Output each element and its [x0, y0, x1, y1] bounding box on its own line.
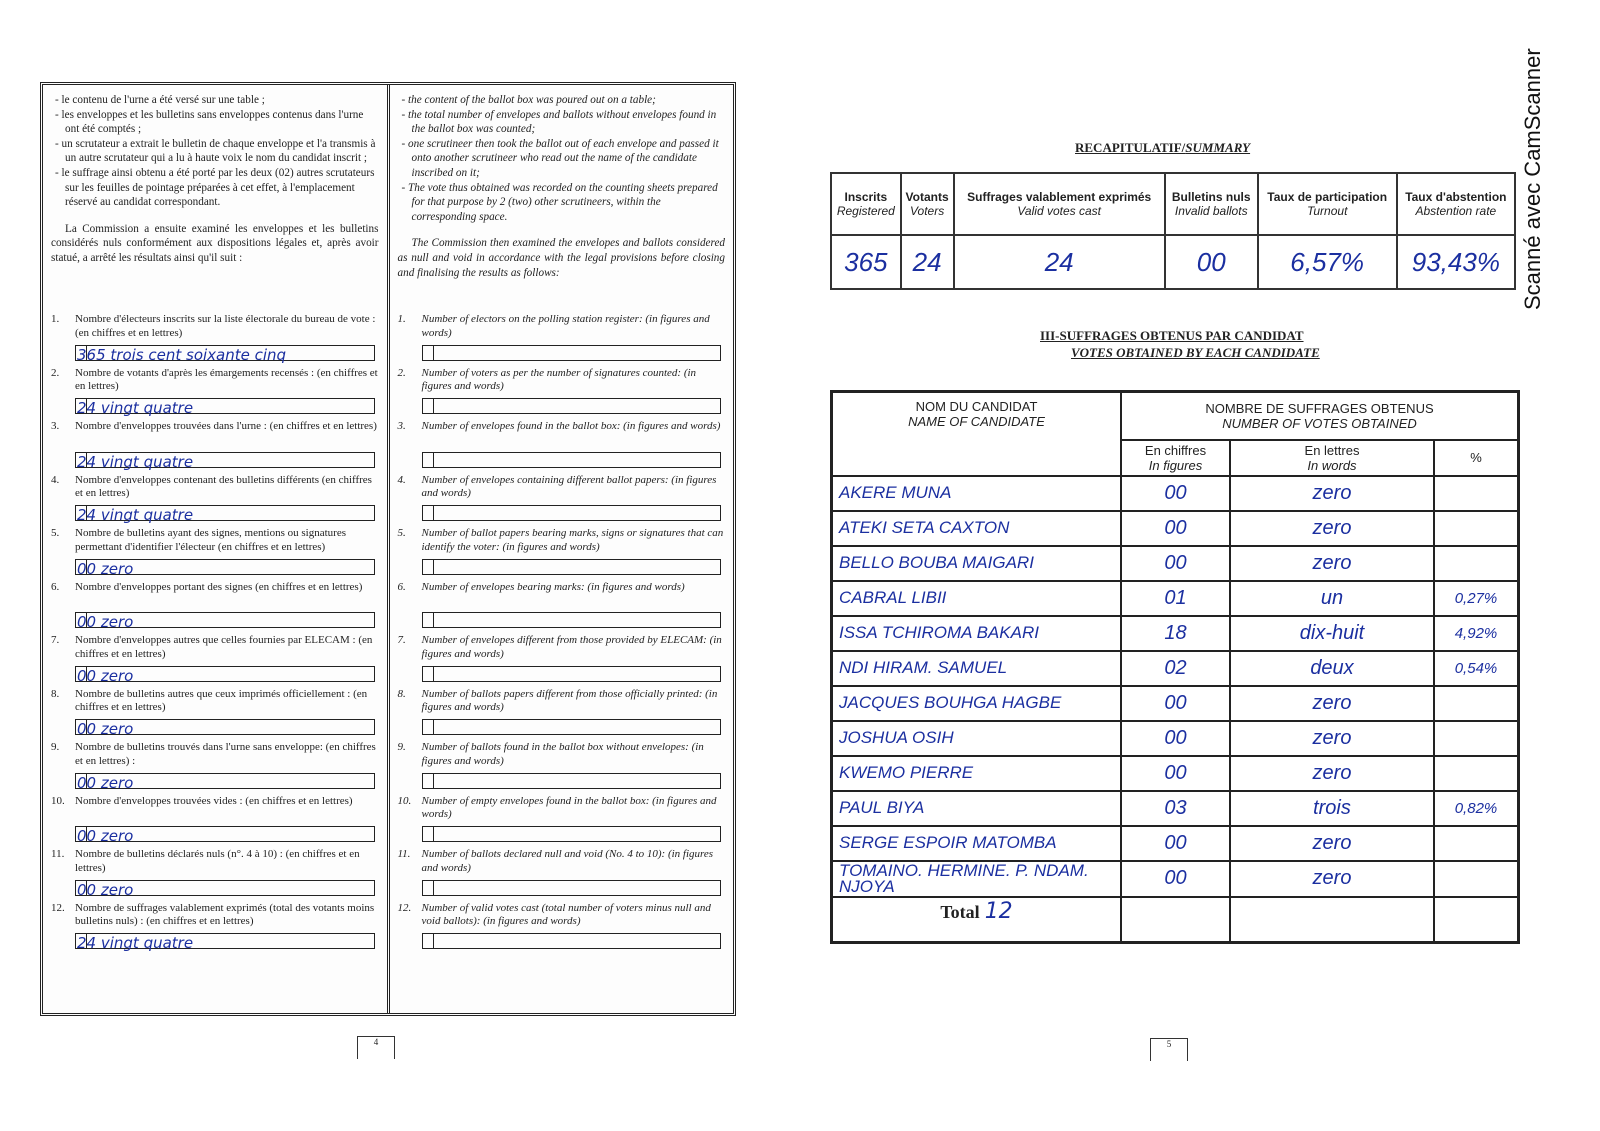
- header-words: [1230, 440, 1434, 476]
- summary-header: [901, 173, 954, 235]
- item-question: [398, 688, 726, 715]
- field-divider: [433, 399, 434, 413]
- candidate-row: [832, 581, 1519, 616]
- field-divider: [433, 827, 434, 841]
- handwritten-answer: 365 trois cent soixante cinq: [77, 345, 287, 364]
- votes-percent: [1434, 756, 1519, 791]
- candidate-name: AKERE MUNA: [832, 476, 1122, 511]
- item-question: [398, 474, 726, 501]
- form-item: [51, 367, 379, 421]
- summary-header-en: Abstention rate: [1415, 204, 1497, 218]
- candidate-row: [832, 686, 1519, 721]
- votes-percent: [1434, 826, 1519, 861]
- candidate-name: NDI HIRAM. SAMUEL: [832, 651, 1122, 686]
- votes-percent: [1434, 476, 1519, 511]
- handwritten-answer: 24 vingt quatre: [77, 399, 194, 418]
- item-number: 3.: [51, 420, 60, 432]
- handwritten-answer: 00 zero: [77, 773, 134, 792]
- header-votes: [1121, 392, 1519, 440]
- votes-figures: 03: [1121, 791, 1230, 826]
- item-number: 6.: [397, 580, 406, 593]
- item-number: 1.: [51, 313, 60, 325]
- votes-words: zero: [1230, 861, 1434, 897]
- summary-title-en: SUMMARY: [1185, 140, 1251, 155]
- intro-bullet: - the total number of envelopes and ballots without envelopes found in the ballot box was counted;: [401, 108, 717, 136]
- item-text: Nombre de bulletins déclarés nuls (n°. 4 à 10) : (en chiffres et en lettres): [75, 848, 360, 874]
- total-label: Total: [940, 901, 980, 922]
- answer-field: [422, 933, 722, 949]
- answer-field: [422, 880, 722, 896]
- votes-figures: 00: [1121, 511, 1230, 546]
- item-question: [51, 420, 379, 434]
- candidate-row: [832, 861, 1519, 897]
- form-item: [51, 902, 379, 956]
- summary-header-en: Registered: [836, 204, 895, 218]
- item-text: Number of ballots found in the ballot box without envelopes: (in figures and words): [421, 741, 704, 767]
- item-number: 12.: [51, 901, 65, 914]
- summary-header-en: Turnout: [1306, 204, 1348, 218]
- item-number: 12.: [397, 901, 412, 914]
- form-item: [398, 313, 726, 367]
- votes-percent: 0,82%: [1434, 791, 1519, 826]
- answer-field: [422, 452, 722, 468]
- votes-percent: [1434, 546, 1519, 581]
- intro-bullet: - les enveloppes et les bulletins sans enveloppes contenus dans l'urne ont été comptés ;: [55, 108, 364, 136]
- summary-value: 00: [1165, 235, 1258, 289]
- votes-figures: 18: [1121, 616, 1230, 651]
- header-figures: [1121, 440, 1230, 476]
- item-number: 4.: [51, 473, 60, 486]
- item-question: [398, 313, 726, 340]
- votes-figures: 01: [1121, 581, 1230, 616]
- header-figures-en: In figures: [1148, 457, 1203, 473]
- summary-header-fr: Taux d'abstention: [1405, 190, 1507, 204]
- item-text: Number of ballots papers different from those officially printed: (in figures and words): [421, 687, 718, 713]
- answer-field: [422, 719, 722, 735]
- candidate-name: JACQUES BOUHGA HAGBE: [832, 686, 1122, 721]
- summary-header-en: Valid votes cast: [1017, 204, 1101, 218]
- total-value: 12: [984, 898, 1013, 924]
- summary-header: [1258, 173, 1397, 235]
- form-item: [51, 848, 379, 902]
- english-column: [390, 85, 734, 1013]
- item-text: Nombre de bulletins autres que ceux imprimés officiellement : (en chiffres et en lettres): [75, 687, 368, 713]
- header-name: [832, 392, 1122, 476]
- votes-words: zero: [1230, 756, 1434, 791]
- item-number: 6.: [51, 580, 60, 593]
- item-question: [398, 367, 726, 394]
- votes-percent: [1434, 861, 1519, 897]
- form-item: [398, 634, 726, 688]
- form-item: [51, 313, 379, 367]
- votes-figures: 00: [1121, 721, 1230, 756]
- votes-percent: [1434, 721, 1519, 756]
- item-text: Number of valid votes cast (total number of voters minus null and void ballots): (in figures and words): [421, 901, 711, 927]
- votes-figures: 00: [1121, 826, 1230, 861]
- item-text: Nombre d'électeurs inscrits sur la liste électorale du bureau de vote : (en chiffres et en lettres): [75, 313, 376, 339]
- votes-figures: 00: [1121, 861, 1230, 897]
- section-title-fr: III-SUFFRAGES OBTENUS PAR CANDIDAT: [1040, 328, 1304, 343]
- form-item: [398, 688, 726, 742]
- header-votes-en: NUMBER OF VOTES OBTAINED: [1222, 415, 1417, 431]
- answer-field: [422, 773, 722, 789]
- item-number: 10.: [397, 794, 412, 807]
- page-number-left: 4: [357, 1036, 395, 1059]
- candidate-row: [832, 651, 1519, 686]
- votes-words: dix-huit: [1230, 616, 1434, 651]
- answer-field: [422, 612, 722, 628]
- handwritten-answer: 00 zero: [77, 559, 134, 578]
- candidate-row: [832, 546, 1519, 581]
- item-number: 8.: [51, 687, 60, 700]
- intro-bullet: - un scrutateur a extrait le bulletin de chaque enveloppe et l'a transmis à un autre scrutateur qui a lu à haute voix le nom du candidat inscrit ;: [55, 137, 376, 165]
- form-item: [51, 581, 379, 635]
- item-number: 1.: [397, 313, 406, 325]
- votes-words: deux: [1230, 651, 1434, 686]
- summary-header-fr: Votants: [905, 190, 949, 204]
- candidate-row: [832, 721, 1519, 756]
- votes-words: zero: [1230, 826, 1434, 861]
- candidate-name: TOMAINO. HERMINE. P. NDAM. NJOYA: [832, 861, 1122, 897]
- candidate-name: CABRAL LIBII: [832, 581, 1122, 616]
- form-item: [51, 741, 379, 795]
- item-number: 9.: [397, 741, 406, 753]
- summary-header: [1165, 173, 1258, 235]
- form-item: [51, 474, 379, 528]
- item-text: Number of ballots declared null and void (No. 4 to 10): (in figures and words): [421, 848, 714, 874]
- candidate-name: ATEKI SETA CAXTON: [832, 511, 1122, 546]
- votes-words: zero: [1230, 721, 1434, 756]
- field-divider: [433, 934, 434, 948]
- item-number: 11.: [51, 848, 65, 860]
- summary-header-fr: Inscrits: [844, 190, 888, 204]
- item-question: [51, 795, 379, 809]
- item-question: [51, 313, 379, 340]
- summary-header: [831, 173, 901, 235]
- item-number: 8.: [397, 687, 406, 700]
- item-number: 5.: [397, 527, 406, 539]
- answer-field: [422, 398, 722, 414]
- empty-cell: [1121, 897, 1230, 943]
- item-question: [51, 848, 379, 875]
- field-divider: [433, 453, 434, 467]
- english-intro: [398, 93, 726, 280]
- votes-percent: [1434, 511, 1519, 546]
- item-text: Number of electors on the polling station register: (in figures and words): [421, 313, 710, 339]
- item-number: 9.: [51, 741, 60, 753]
- header-votes-fr: NOMBRE DE SUFFRAGES OBTENUS: [1205, 400, 1434, 416]
- item-text: Nombre d'enveloppes contenant des bulletins différents (en chiffres et en lettres): [75, 473, 372, 499]
- header-words-fr: En lettres: [1304, 442, 1360, 458]
- answer-field: [422, 505, 722, 521]
- form-item: [398, 581, 726, 635]
- item-question: [51, 902, 379, 929]
- item-text: Number of envelopes different from those provided by ELECAM: (in figures and words): [421, 634, 722, 660]
- item-text: Nombre d'enveloppes trouvées dans l'urne : (en chiffres et en lettres): [75, 420, 377, 432]
- item-question: [51, 474, 379, 501]
- field-divider: [433, 720, 434, 734]
- header-name-en: NAME OF CANDIDATE: [908, 414, 1045, 429]
- candidate-name: BELLO BOUBA MAIGARI: [832, 546, 1122, 581]
- form-item: [398, 848, 726, 902]
- french-column: [43, 85, 390, 1013]
- candidate-name: SERGE ESPOIR MATOMBA: [832, 826, 1122, 861]
- camscanner-watermark: Scanné avec CamScanner: [1520, 48, 1545, 310]
- votes-figures: 00: [1121, 476, 1230, 511]
- votes-words: zero: [1230, 511, 1434, 546]
- item-question: [51, 581, 379, 595]
- candidate-votes-table: [830, 390, 1520, 944]
- handwritten-answer: 00 zero: [77, 720, 134, 739]
- candidate-row: [832, 826, 1519, 861]
- item-text: Nombre d'enveloppes autres que celles fournies par ELECAM : (en chiffres et en lettres): [75, 634, 373, 660]
- summary-header: [954, 173, 1165, 235]
- handwritten-answer: 24 vingt quatre: [77, 452, 194, 471]
- item-text: Nombre d'enveloppes portant des signes (en chiffres et en lettres): [75, 580, 363, 593]
- total-row: [832, 897, 1519, 943]
- item-text: Nombre de suffrages valablement exprimés (total des votants moins bulletins nuls) : (en chiffres et en lettres): [75, 901, 375, 927]
- candidate-row: [832, 511, 1519, 546]
- summary-header-fr: Taux de participation: [1267, 190, 1388, 204]
- item-question: [398, 848, 726, 875]
- field-divider: [433, 881, 434, 895]
- candidate-name: JOSHUA OSIH: [832, 721, 1122, 756]
- item-number: 2.: [51, 366, 60, 379]
- item-text: Number of ballot papers bearing marks, signs or signatures that can identify the voter: (in figures and words): [421, 527, 724, 553]
- handwritten-answer: 00 zero: [77, 666, 134, 685]
- summary-header-en: Invalid ballots: [1174, 204, 1248, 218]
- total-cell: [832, 897, 1122, 943]
- form-item: [398, 420, 726, 474]
- english-items: [398, 313, 726, 955]
- candidate-row: [832, 756, 1519, 791]
- item-question: [51, 634, 379, 661]
- item-question: [398, 902, 726, 929]
- item-question: [398, 420, 726, 434]
- item-number: 4.: [397, 473, 406, 486]
- votes-words: zero: [1230, 686, 1434, 721]
- form-item: [398, 474, 726, 528]
- item-text: Number of envelopes containing different ballot papers: (in figures and words): [421, 473, 717, 499]
- form-item: [398, 902, 726, 956]
- votes-figures: 00: [1121, 686, 1230, 721]
- section-title-en: VOTES OBTAINED BY EACH CANDIDATE: [1071, 345, 1320, 360]
- summary-header-fr: Bulletins nuls: [1171, 190, 1251, 204]
- field-divider: [433, 346, 434, 360]
- votes-percent: 4,92%: [1434, 616, 1519, 651]
- intro-bullet: - the content of the ballot box was poured out on a table;: [401, 94, 656, 106]
- header-name-fr: NOM DU CANDIDAT: [915, 399, 1038, 414]
- form-item: [51, 527, 379, 581]
- summary-title: [1075, 140, 1250, 156]
- handwritten-answer: 00 zero: [77, 613, 134, 632]
- page-number-right: 5: [1150, 1038, 1188, 1061]
- item-number: 11.: [397, 848, 411, 860]
- item-number: 7.: [51, 634, 60, 646]
- form-item: [398, 795, 726, 849]
- answer-field: [422, 345, 722, 361]
- summary-header: [1397, 173, 1515, 235]
- intro-bullet: - The vote thus obtained was recorded on the counting sheets prepared for that purpose by 2 (two) other scrutineers, within the corresponding space.: [401, 181, 718, 223]
- item-question: [51, 688, 379, 715]
- item-question: [51, 741, 379, 768]
- item-question: [398, 741, 726, 768]
- item-number: 3.: [397, 420, 406, 432]
- intro-paragraph: La Commission a ensuite examiné les enveloppes et les bulletins considérés nuls conformément aux dispositions légales et, après avoir statué, a arrêté les résultats ainsi qu'il suit :: [51, 222, 379, 264]
- french-intro: [51, 93, 379, 266]
- form-item: [51, 795, 379, 849]
- field-divider: [433, 613, 434, 627]
- answer-field: [422, 826, 722, 842]
- votes-words: zero: [1230, 546, 1434, 581]
- header-percent: %: [1434, 440, 1519, 476]
- item-text: Number of envelopes found in the ballot box: (in figures and words): [421, 420, 721, 432]
- votes-percent: 0,27%: [1434, 581, 1519, 616]
- candidate-name: KWEMO PIERRE: [832, 756, 1122, 791]
- left-page: [40, 82, 736, 1016]
- item-number: 10.: [51, 794, 65, 807]
- item-text: Number of empty envelopes found in the ballot box: (in figures and words): [421, 794, 717, 820]
- summary-value: 24: [901, 235, 954, 289]
- item-question: [398, 581, 726, 595]
- item-question: [398, 795, 726, 822]
- votes-words: zero: [1230, 476, 1434, 511]
- votes-words: trois: [1230, 791, 1434, 826]
- answer-field: [422, 559, 722, 575]
- empty-cell: [1230, 897, 1434, 943]
- item-text: Number of voters as per the number of signatures counted: (in figures and words): [421, 366, 697, 392]
- summary-header-en: Voters: [909, 204, 945, 218]
- summary-value: 6,57%: [1258, 235, 1397, 289]
- summary-header-fr: Suffrages valablement exprimés: [967, 190, 1152, 204]
- empty-cell: [1434, 897, 1519, 943]
- handwritten-answer: 24 vingt quatre: [77, 934, 194, 953]
- item-question: [51, 367, 379, 394]
- intro-paragraph: The Commission then examined the envelopes and ballots considered as null and void in accordance with the legal provisions before closing and finalising the results as follows:: [397, 237, 725, 279]
- item-number: 2.: [397, 366, 406, 379]
- item-question: [398, 527, 726, 554]
- form-item: [398, 367, 726, 421]
- form-item: [51, 688, 379, 742]
- form-item: [398, 741, 726, 795]
- item-text: Number of envelopes bearing marks: (in figures and words): [421, 580, 685, 593]
- answer-field: [422, 666, 722, 682]
- intro-bullet: - le suffrage ainsi obtenu a été porté par les deux (02) autres scrutateurs sur les feuilles de pointage préparées à cet effet, à l'emplacement réservé au candidat correspondant.: [55, 166, 375, 209]
- summary-table: [830, 172, 1516, 290]
- handwritten-answer: 00 zero: [77, 827, 134, 846]
- votes-percent: [1434, 686, 1519, 721]
- form-item: [51, 420, 379, 474]
- header-figures-fr: En chiffres: [1144, 442, 1207, 458]
- candidate-row: [832, 476, 1519, 511]
- votes-figures: 00: [1121, 756, 1230, 791]
- form-item: [51, 634, 379, 688]
- french-items: [51, 313, 379, 955]
- field-divider: [433, 506, 434, 520]
- votes-figures: 02: [1121, 651, 1230, 686]
- candidate-name: ISSA TCHIROMA BAKARI: [832, 616, 1122, 651]
- votes-figures: 00: [1121, 546, 1230, 581]
- handwritten-answer: 00 zero: [77, 880, 134, 899]
- handwritten-answer: 24 vingt quatre: [77, 506, 194, 525]
- summary-title-fr: RECAPITULATIF/: [1075, 140, 1186, 155]
- summary-value: 365: [831, 235, 901, 289]
- candidate-row: [832, 616, 1519, 651]
- item-number: 5.: [51, 527, 60, 539]
- item-text: Nombre de votants d'après les émargements recensés : (en chiffres et en lettres): [75, 366, 378, 392]
- votes-percent: 0,54%: [1434, 651, 1519, 686]
- summary-value: 93,43%: [1397, 235, 1515, 289]
- item-text: Nombre d'enveloppes trouvées vides : (en chiffres et en lettres): [75, 794, 353, 807]
- candidate-name: PAUL BIYA: [832, 791, 1122, 826]
- item-text: Nombre de bulletins ayant des signes, mentions ou signatures permettant d'identifier l'électeur (en chiffres et en lettres): [75, 527, 346, 553]
- header-words-en: In words: [1307, 457, 1357, 473]
- intro-bullet: - one scrutineer then took the ballot out of each envelope and passed it onto another scrutineer who read out the name of the candidate inscribed on it;: [401, 137, 719, 179]
- section-title: [1040, 327, 1320, 361]
- votes-words: un: [1230, 581, 1434, 616]
- item-text: Nombre de bulletins trouvés dans l'urne sans enveloppe: (en chiffres et en lettres) :: [75, 741, 376, 767]
- field-divider: [433, 560, 434, 574]
- form-item: [398, 527, 726, 581]
- summary-value: 24: [954, 235, 1165, 289]
- item-number: 7.: [397, 634, 406, 646]
- item-question: [51, 527, 379, 554]
- field-divider: [433, 774, 434, 788]
- intro-bullet: - le contenu de l'urne a été versé sur une table ;: [55, 94, 265, 106]
- field-divider: [433, 667, 434, 681]
- item-question: [398, 634, 726, 661]
- candidate-row: [832, 791, 1519, 826]
